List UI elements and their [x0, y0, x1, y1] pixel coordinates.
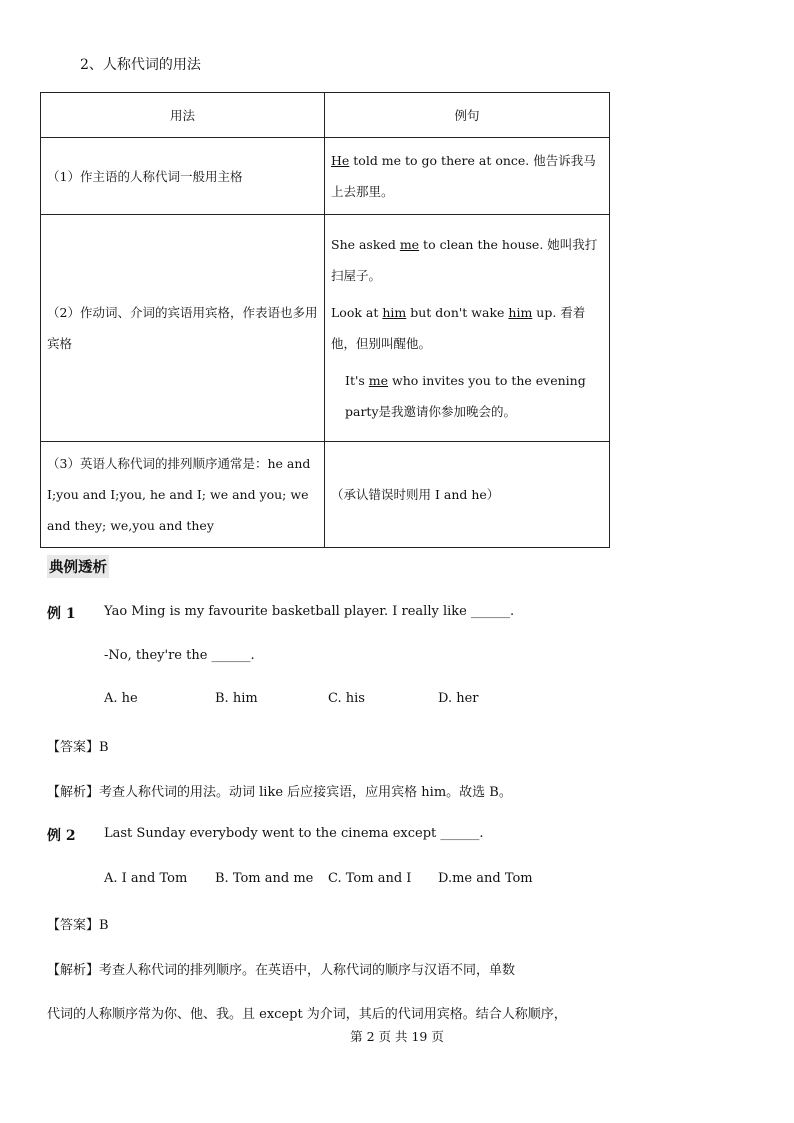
question-1-option-d: D. her — [438, 691, 479, 706]
example-text: told me to go there at once. 他告诉我马上去那里。 — [331, 153, 596, 199]
page-footer: 第 2 页 共 19 页 — [350, 1029, 444, 1044]
question-1-text: Yao Ming is my favourite basketball player. I really like ______. — [104, 604, 515, 619]
table-row — [41, 215, 610, 442]
table-row — [41, 442, 610, 548]
underlined-word: He — [331, 153, 350, 168]
question-2-answer: 【答案】B — [47, 918, 109, 933]
row1-usage: （1）作主语的人称代词一般用主格 — [41, 138, 325, 215]
example-sentence: It's me who invites you to the evening party是我邀请你参加晚会的。 — [345, 373, 586, 419]
example-sentence: She asked me to clean the house. 她叫我打扫屋子。 — [331, 237, 598, 283]
question-2-option-b: B. Tom and me — [215, 871, 314, 886]
question-2-analysis-line-2: 代词的人称顺序常为你、他、我。且 except 为介词，其后的代词用宾格。结合人称顺序， — [47, 1007, 567, 1022]
question-1-analysis: 【解析】考查人称代词的用法。动词 like 后应接宾语，应用宾格 him。故选 B。 — [47, 785, 512, 800]
table-header-row — [41, 93, 610, 138]
section-heading: 典例透析 — [47, 555, 109, 578]
question-1-answer: 【答案】B — [47, 740, 109, 755]
usage-table — [40, 92, 610, 548]
question-1-reply: -No, they're the ______. — [104, 648, 255, 663]
example-sentence: Look at him but don't wake him up. 看着他，但别叫醒他。 — [331, 305, 586, 351]
question-2-option-a: A. I and Tom — [104, 871, 188, 886]
row3-usage: （3）英语人称代词的排列顺序通常是：he and I;you and I;you, he and I; we and you; we and they; we,you and they — [41, 442, 325, 548]
question-2-text: Last Sunday everybody went to the cinema except ______. — [104, 826, 484, 841]
question-1-option-a: A. he — [104, 691, 138, 706]
row2-usage: （2）作动词、介词的宾语用宾格，作表语也多用宾格 — [41, 215, 325, 442]
question-2-label: 例 2 — [47, 828, 76, 844]
question-2-option-c: C. Tom and I — [328, 871, 412, 886]
question-2-analysis-line-1: 【解析】考查人称代词的排列顺序。在英语中，人称代词的顺序与汉语不同，单数 — [47, 963, 516, 978]
question-1-label: 例 1 — [47, 606, 76, 622]
question-1-option-c: C. his — [328, 691, 365, 706]
header-example: 例句 — [325, 93, 610, 138]
question-1-option-b: B. him — [215, 691, 258, 706]
table-row — [41, 138, 610, 215]
row1-example — [325, 138, 610, 215]
row3-example: （承认错误时则用 I and he） — [325, 442, 610, 548]
question-2-option-d: D.me and Tom — [438, 871, 533, 886]
header-usage: 用法 — [41, 93, 325, 138]
row2-examples — [325, 215, 610, 442]
section-title: 2、人称代词的用法 — [80, 57, 201, 73]
